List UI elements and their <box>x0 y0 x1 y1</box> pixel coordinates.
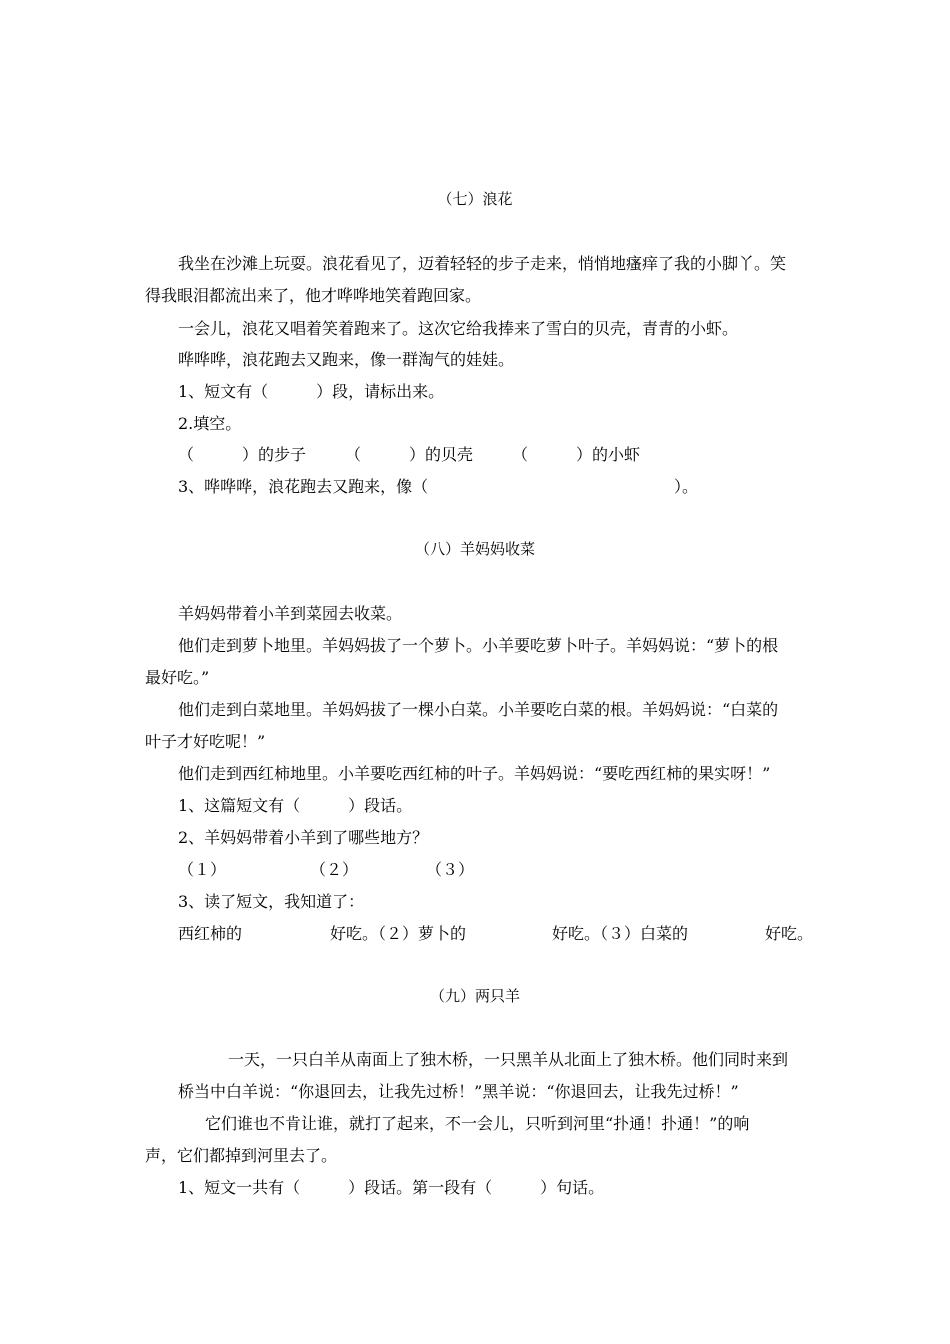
sec7-question-3-start: 3、哗哗哗，浪花跑去又跑来，像（ <box>178 477 429 496</box>
sec7-question-3-end: ）。 <box>674 477 699 496</box>
sec9-paragraph-1-line-2: 桥当中白羊说：“你退回去，让我先过桥！”黑羊说：“你退回去，让我先过桥！” <box>178 1082 739 1101</box>
sec8-question-3: 3、读了短文，我知道了： <box>178 892 365 911</box>
sec8-answer-radish: 好吃。（２）萝卜的 <box>330 924 467 943</box>
sec9-paragraph-1-line-1: 一天，一只白羊从南面上了独木桥，一只黑羊从北面上了独木桥。他们同时来到 <box>228 1050 789 1069</box>
sec8-place-1: （１） <box>178 860 227 879</box>
sec8-place-2: （２） <box>310 860 359 879</box>
sec8-place-3: （３） <box>426 860 475 879</box>
sec8-paragraph-4: 他们走到西红柿地里。小羊要吃西红柿的叶子。羊妈妈说：“要吃西红柿的果实呀！” <box>178 764 771 783</box>
sec8-paragraph-3-line-1: 他们走到白菜地里。羊妈妈拔了一棵小白菜。小羊要吃白菜的根。羊妈妈说：“白菜的 <box>178 700 779 719</box>
sec8-answer-end: 好吃。 <box>765 924 814 943</box>
sec9-paragraph-2-line-2: 声，它们都掉到河里去了。 <box>145 1146 338 1165</box>
sec8-question-1: 1、这篇短文有（ ）段话。 <box>178 796 413 815</box>
sec7-paragraph-2: 一会儿，浪花又唱着笑着跑来了。这次它给我捧来了雪白的贝壳，青青的小虾。 <box>178 319 739 338</box>
sec8-paragraph-2-line-1: 他们走到萝卜地里。羊妈妈拔了一个萝卜。小羊要吃萝卜叶子。羊妈妈说：“萝卜的根 <box>178 636 779 655</box>
sec7-paragraph-1-line-1: 我坐在沙滩上玩耍。浪花看见了，迈着轻轻的步子走来，悄悄地瘙痒了我的小脚丫。笑 <box>178 254 787 273</box>
sec8-answer-tomato: 西红柿的 <box>178 924 243 943</box>
sec7-question-2: 2.填空。 <box>178 414 242 433</box>
sec7-blank-shells: （ ）的贝壳 <box>345 445 474 464</box>
sec7-question-1: 1、短文有（ ）段，请标出来。 <box>178 382 445 401</box>
sec7-paragraph-1-line-2: 得我眼泪都流出来了，他才哗哗地笑着跑回家。 <box>145 286 482 305</box>
section-7-title: （七）浪花 <box>437 190 513 208</box>
sec8-question-2: 2、羊妈妈带着小羊到了哪些地方？ <box>178 828 429 847</box>
sec7-paragraph-3: 哗哗哗，浪花跑去又跑来，像一群淘气的娃娃。 <box>178 350 515 369</box>
sec7-blank-steps: （ ）的步子 <box>178 445 307 464</box>
section-9-title: （九）两只羊 <box>429 987 520 1005</box>
sec7-blank-shrimp: （ ）的小虾 <box>512 445 641 464</box>
sec8-answer-cabbage: 好吃。（３）白菜的 <box>552 924 689 943</box>
sec8-paragraph-2-line-2: 最好吃。” <box>145 668 210 687</box>
section-8-title: （八）羊妈妈收菜 <box>414 540 535 558</box>
sec9-paragraph-2-line-1: 它们谁也不肯让谁，就打了起来，不一会儿，只听到河里“扑通！扑通！”的响 <box>205 1114 750 1133</box>
sec8-paragraph-3-line-2: 叶子才好吃呢！” <box>145 732 266 751</box>
sec9-question-1: 1、短文一共有（ ）段话。第一段有（ ）句话。 <box>178 1178 605 1197</box>
sec8-paragraph-1: 羊妈妈带着小羊到菜园去收菜。 <box>178 604 403 623</box>
